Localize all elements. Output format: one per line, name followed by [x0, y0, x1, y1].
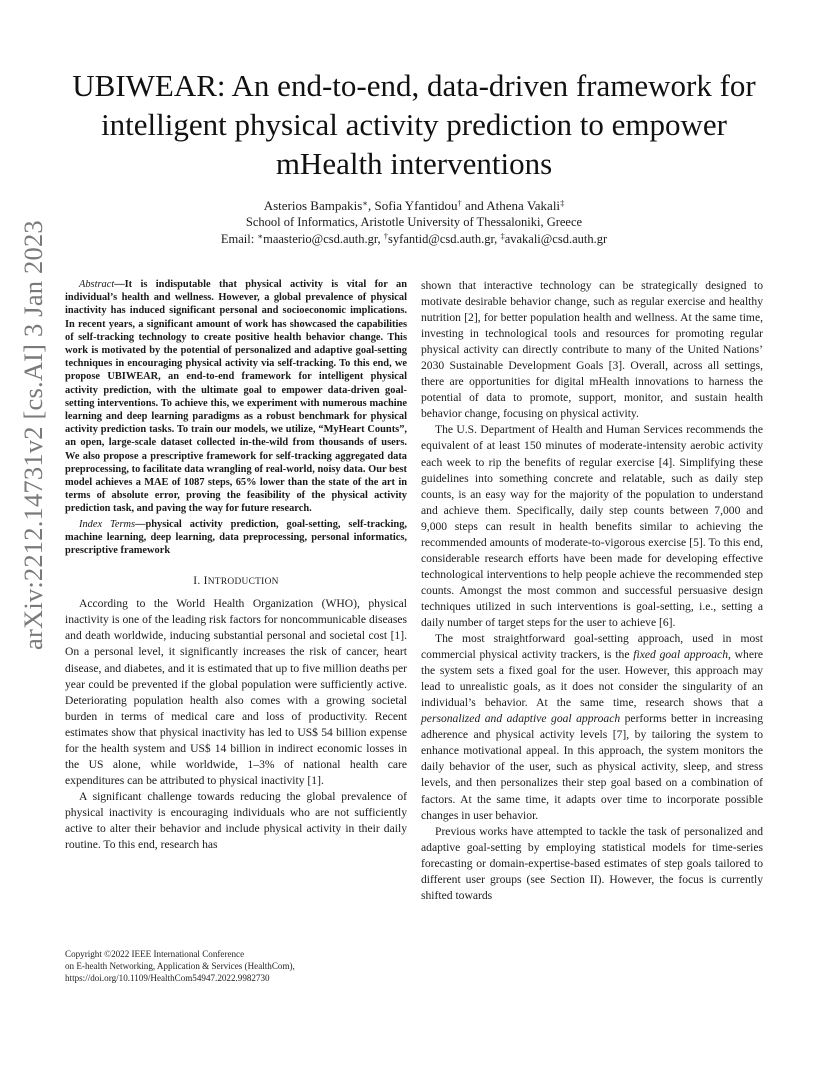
author-name: Sofia Yfantidou — [374, 198, 458, 213]
author-name: Asterios Bampakis — [263, 198, 363, 213]
paragraph-text: performs better in increasing adherence and physical activity levels [7], by tailoring the system to enhance motivational appeal. In this approach, the system monitors the daily behavior of the user, such as physical activity, sleep, and stress levels, and then personalizes their step goal based on a combination of factors. At the same time, it adapts over time to incorporate possible changes in user behavior. — [421, 712, 763, 822]
email-line — [60, 231, 768, 248]
author-separator: , — [368, 198, 375, 213]
author-name: Athena Vakali — [486, 198, 561, 213]
paper-header — [60, 66, 768, 248]
doi-link[interactable]: https://doi.org/10.1109/HealthCom54947.2022.9982730 — [65, 973, 270, 984]
intro-paragraph: shown that interactive technology can be strategically designed to motivate desirable behavior change, such as regular exercise and healthy nutrition [2], for better population health and wellness. At the same time, investing in technological tools and resources for promoting regular physical activity can directly contribute to many of the United Nations’ 2030 Sustainable Development Goals [3]. Overall, across all settings, there are opportunities for digital mHealth innovations to harness the potential of data to promote, support, monitor, and sustain health behavior change, focusing on physical activity. — [421, 279, 763, 421]
paper-title: UBIWEAR: An end-to-end, data-driven framework for intelligent physical activity prediction to empower mHealth interventions — [72, 68, 756, 181]
intro-paragraph: Previous works have attempted to tackle the task of personalized and adaptive goal-setting by employing statistical models for time-series forecasting or domain-expertise-based estimates of step goals tailored to different user groups (see Section II). However, the focus is currently shifted towards — [421, 824, 763, 902]
abstract-label: Abstract — [79, 279, 115, 290]
abstract-body: —It is indisputable that physical activity is vital for an individual’s health and wellness. However, a global prevalence of physical inactivity has induced significant personal and socioeconomic implications. In recent years, a significant amount of work has showcased the capabilities of self-tracking technology to create positive health behavior change. This work is motivated by the potential of personalized and adaptive goal-setting techniques in encouraging physical activity via self-tracking. To this end, we propose UBIWEAR, an end-to-end framework for intelligent physical activity prediction, with the ultimate goal to empower data-driven goal-setting interventions. To achieve this, we experiment with numerous machine learning and deep learning paradigms as a robust benchmark for physical activity prediction tasks. To train our models, we utilize, “MyHeart Counts”, an open, large-scale dataset collected in-the-wild from thousands of users. We also propose a prescriptive framework for self-tracking aggregated data preprocessing, to facilitate data wrangling of real-world, noisy data. Our best model achieves a MAE of 1087 steps, 65% lower than the state of the art in terms of absolute error, proving the feasibility of the physical activity prediction task, and paving the way for future research. — [65, 279, 407, 515]
paragraph-text: , where the system sets a fixed goal for the user. However, this approach may lead to unrealistic goals, as it does not consider the singularity of an individual’s behavior. At the same time, research shows that a — [421, 648, 763, 710]
left-column — [65, 278, 407, 853]
arxiv-identifier: arXiv:2212.14731v2 [cs.AI] 3 Jan 2023 — [18, 220, 48, 650]
intro-paragraph: A significant challenge towards reducing the global prevalence of physical inactivity is encouraging individuals who are not sufficiently active to alter their behavior and include physical activity in their daily routine. To this end, research has — [65, 789, 407, 852]
email-address: syfantid@csd.auth.gr, — [388, 232, 501, 246]
email-address: avakali@csd.auth.gr — [504, 232, 608, 246]
right-column — [421, 278, 763, 904]
email-mark: ‡ — [500, 231, 505, 241]
section-number: I. — [193, 575, 204, 588]
email-mark: ∗ — [257, 231, 264, 241]
intro-paragraph: The U.S. Department of Health and Human Services recommends the equivalent of at least 150 minutes of moderate-intensity aerobic activity each week to rip the benefits of regular exercise [4]. Simplifying these guidelines into something concrete and relatable, such as daily step counts, is an easy way for the majority of the population to understand and achieve them. Specifically, daily step counts between 7,000 and 9,000 steps can result in health benefits similar to achieving the recommended amounts of moderate-to-vigorous exercise [5]. To this end, considerable research efforts have been made for developing effective technological interventions to help people achieve the recommended step counts. Amongst the most common and successful persuasive design techniques utilized in such interventions is goal-setting, i.e., setting a daily number of target steps for the user to achieve [6]. — [421, 423, 763, 629]
section-title-rest: NTRODUCTION — [207, 577, 279, 588]
section-heading — [65, 573, 407, 590]
email-label: Email: — [220, 232, 258, 246]
paragraph-text: The most straightforward goal-setting approach, used in most commercial physical activity trackers, is the — [421, 632, 763, 662]
copyright-line: on E-health Networking, Application & Services (HealthCom), — [65, 961, 295, 972]
abstract — [65, 278, 407, 516]
intro-paragraph: According to the World Health Organization (WHO), physical inactivity is one of the leading risk factors for noncommunicable diseases and death worldwide, inducing substantial personal and societal cost [1]. On a personal level, it significantly increases the risk of cancer, heart disease, and diabetes, and it is estimated that up to five million deaths per year could be prevented if the global population were sufficiently active. Deteriorating population health also comes with a growing societal burden in terms of medical care and loss of productivity. Recent estimates show that physical inactivity has led to US$ 54 billion expense for the health system and US$ 14 billion in indirect economic losses in the US alone, while worldwide, 1–3% of national health care expenditures can be attributed to physical inactivity [1]. — [65, 597, 407, 787]
author-mark: ∗ — [362, 198, 369, 208]
author-separator: and — [461, 198, 487, 213]
intro-paragraph — [421, 631, 763, 824]
copyright-line: Copyright ©2022 IEEE International Conference — [65, 949, 245, 959]
index-terms-label: Index Terms — [79, 518, 136, 530]
affiliation: School of Informatics, Aristotle University of Thessaloniki, Greece — [245, 215, 583, 229]
author-mark: ‡ — [560, 198, 565, 208]
index-terms-body: —physical activity prediction, goal-setting, self-tracking, machine learning, deep learning, data preprocessing, personal informatics, prescriptive framework — [65, 518, 408, 557]
author-mark: † — [457, 198, 462, 208]
author-list — [60, 197, 768, 214]
email-mark: † — [383, 231, 389, 241]
email-address: maasterio@csd.auth.gr, — [263, 232, 384, 246]
copyright-notice — [65, 948, 410, 984]
index-terms — [65, 518, 407, 558]
section-title-initial: I — [203, 575, 208, 588]
emphasis-text: fixed goal approach — [633, 648, 728, 662]
emphasis-text: personalized and adaptive goal approach — [421, 712, 621, 726]
